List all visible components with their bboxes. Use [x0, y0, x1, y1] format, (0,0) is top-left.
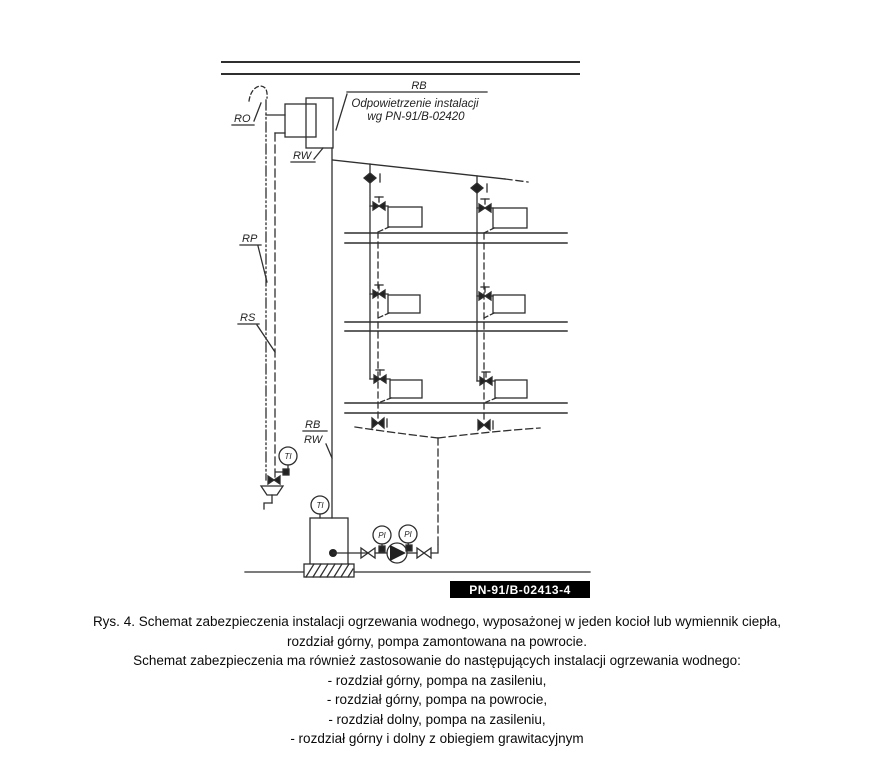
- vent-note-line2: wg PN-91/B-02420: [367, 111, 465, 123]
- rw-label: RW: [293, 150, 312, 162]
- riser-2-return-valve: [478, 420, 493, 430]
- caption-line-3: Schemat zabezpieczenia ma również zastosowanie do następujących instalacji ogrzewania wodnego:: [133, 653, 741, 668]
- rb-label: RB: [411, 80, 427, 92]
- overflow-funnel: [261, 476, 283, 509]
- radiator-valve: [374, 370, 386, 383]
- return-collector: [355, 427, 540, 545]
- foundation-hatch: [304, 564, 354, 577]
- radiator: [495, 380, 527, 398]
- supply-distribution-line: [333, 160, 528, 182]
- radiator: [390, 380, 422, 398]
- pressure-gauge-2-label: PI: [404, 530, 412, 539]
- riser-2: [471, 176, 493, 430]
- caption-line-1: Rys. 4. Schemat zabezpieczenia instalacji ogrzewania wodnego, wyposażonej w jeden kocioł lub wymiennik ciepła,: [92, 614, 782, 629]
- riser-1-shutoff-valve: [364, 173, 380, 183]
- vent-note-line1: Odpowietrzenie instalacji: [351, 98, 479, 110]
- rb-fraction-label: RB: [305, 419, 321, 431]
- rw-fraction-label: RW: [304, 434, 323, 446]
- valve-after-pump: [417, 548, 431, 558]
- ro-label: RO: [234, 113, 251, 125]
- radiator-row-1: [370, 197, 527, 233]
- caption-line-2: rozdział górny, pompa zamontowana na powrocie.: [287, 633, 587, 649]
- radiator-valve: [373, 197, 385, 210]
- riser-2-shutoff-valve: [471, 183, 487, 193]
- riser-1-return-valve: [372, 418, 387, 428]
- boiler: [310, 496, 348, 565]
- vent-annotation: [336, 80, 487, 130]
- vent-leader-line: [336, 94, 347, 130]
- caption-variant-2: - rozdział górny, pompa na powrocie,: [326, 692, 548, 707]
- radiator-valve: [479, 199, 491, 212]
- radiator-valve: [480, 372, 492, 385]
- radiator-valve: [373, 285, 385, 298]
- radiator: [493, 295, 525, 313]
- radiator-valve: [479, 287, 491, 300]
- rw-annotation: [291, 148, 323, 162]
- vent-pipe-ro: [232, 86, 267, 125]
- radiator-row-3: [370, 370, 527, 403]
- thermometer-1-label: TI: [284, 452, 292, 461]
- caption-variant-1: - rozdział górny, pompa na zasileniu,: [327, 672, 547, 688]
- rs-label: RS: [240, 312, 256, 324]
- overflow-and-signal-pipes: [238, 100, 285, 480]
- rbrw-leader-line: [326, 444, 332, 458]
- thermometer-1: [276, 447, 297, 475]
- ro-leader-line: [254, 103, 261, 121]
- expansion-vessel: [285, 98, 333, 148]
- standard-badge: [450, 581, 590, 598]
- figure-caption: [0, 612, 874, 749]
- rw-leader-line: [314, 148, 323, 159]
- rp-label: RP: [242, 233, 258, 245]
- radiator: [388, 295, 420, 313]
- thermometer-2-label: TI: [316, 501, 324, 510]
- radiator: [388, 207, 422, 227]
- ceiling-lines: [222, 62, 579, 74]
- radiator: [493, 208, 527, 228]
- pump-icon: [387, 543, 407, 563]
- standard-badge-text: PN-91/B-02413-4: [469, 583, 571, 597]
- pressure-gauge-1-label: PI: [378, 531, 386, 540]
- pump-assembly: [333, 525, 438, 563]
- caption-variant-4: - rozdział górny i dolny z obiegiem grawitacyjnym: [290, 731, 584, 746]
- caption-variant-3: - rozdział dolny, pompa na zasileniu,: [328, 711, 546, 727]
- rb-rw-stacked-label: [303, 419, 332, 458]
- radiator-row-2: [370, 285, 525, 318]
